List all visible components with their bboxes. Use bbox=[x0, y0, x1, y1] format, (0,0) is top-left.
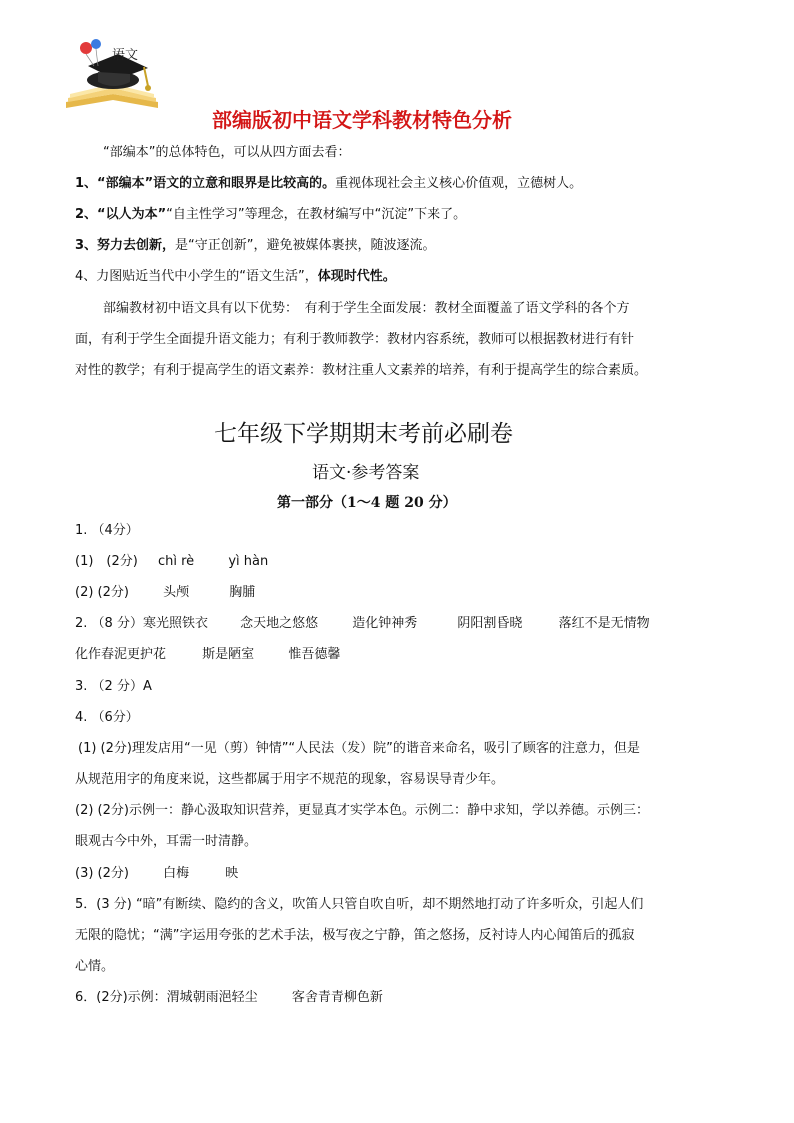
document-title: 部编版初中语文学科教材特色分析 bbox=[212, 108, 512, 132]
feature-3-bold: 3、努力去创新， bbox=[75, 238, 176, 253]
q2-line-2 bbox=[75, 645, 340, 665]
q4-part3-answer-a: 白梅 bbox=[163, 866, 190, 881]
answer-subtitle: 语文·参考答案 bbox=[312, 463, 420, 483]
q4-part2-line-2: 眼观古今中外，耳需一时清静。 bbox=[75, 834, 258, 849]
q2-line-1 bbox=[75, 614, 650, 634]
q4-part1-line-1: (1) (2分)理发店用“一见（剪）钟情”“人民法（发）院”的谐音来命名，吸引了顾客的注意力，但是 bbox=[78, 741, 640, 756]
q2-item: 化作春泥更护花 bbox=[75, 647, 167, 662]
q5-line-3: 心情。 bbox=[75, 959, 115, 974]
advantages-line-3: 对性的教学；有利于提高学生的语文素养：教材注重人文素养的培养，有利于提高学生的综合素质。 bbox=[75, 363, 648, 378]
q2-item: 阴阳割昏晓 bbox=[457, 616, 523, 631]
feature-1 bbox=[75, 174, 582, 194]
intro-text: “部编本”的总体特色，可以从四方面去看： bbox=[103, 145, 351, 160]
q4-part3-label: (3) (2分) bbox=[75, 866, 129, 881]
q1-sub1 bbox=[75, 552, 268, 572]
feature-3 bbox=[75, 236, 436, 256]
q4-part2-line-1: (2) (2分)示例一：静心汲取知识营养，更显真才实学本色。示例二：静中求知，学以养德。示例三： bbox=[75, 803, 649, 818]
q1-sub2-answer-a: 头颅 bbox=[163, 585, 190, 600]
feature-2-bold: 2、“以人为本” bbox=[75, 207, 167, 222]
q6-answer-b: 客舍青青柳色新 bbox=[291, 990, 383, 1005]
feature-4 bbox=[75, 267, 396, 287]
advantages-line-2: 面，有利于学生全面提升语文能力；有利于教师教学：教材内容系统，教师可以根据教材进行有针 bbox=[75, 332, 635, 347]
feature-1-bold: 1、“部编本”语文的立意和眼界是比较高的。 bbox=[75, 176, 336, 191]
feature-4-prefix: 4、力图贴近当代中小学生的“语文生活”， bbox=[75, 269, 318, 284]
q6-label: 6．(2分)示例：渭城朝雨浥轻尘 bbox=[75, 990, 258, 1005]
q4-part1-line-2: 从规范用字的角度来说，这些都属于用字不规范的现象，容易误导青少年。 bbox=[75, 772, 505, 787]
q4-label: 4. （6分） bbox=[75, 710, 139, 725]
exam-title: 七年级下学期期末考前必刷卷 bbox=[214, 421, 513, 447]
q6-answer bbox=[75, 988, 383, 1008]
q2-item: 斯是陋室 bbox=[202, 647, 255, 662]
logo-text: 语文 bbox=[112, 48, 139, 63]
q2-item: 落红不是无情物 bbox=[558, 616, 650, 631]
feature-3-rest: 是“守正创新”，避免被媒体裹挟，随波逐流。 bbox=[175, 238, 436, 253]
advantages-line-1: 部编教材初中语文具有以下优势： 有利于学生全面发展：教材全面覆盖了语文学科的各个方 bbox=[103, 301, 630, 316]
q1-sub1-label: (1) (2分) bbox=[75, 554, 138, 569]
q2-item: 造化钟神秀 bbox=[352, 616, 418, 631]
q2-item: 惟吾德馨 bbox=[288, 647, 341, 662]
q1-label: 1. （4分） bbox=[75, 523, 139, 538]
q1-sub2 bbox=[75, 583, 255, 603]
q4-part3 bbox=[75, 864, 238, 884]
feature-4-bold: 体现时代性。 bbox=[317, 269, 396, 284]
feature-2 bbox=[75, 205, 466, 225]
q2-label: 2. （8 分）寒光照铁衣 bbox=[75, 616, 208, 631]
q1-sub2-label: (2) (2分) bbox=[75, 585, 129, 600]
q1-sub1-answer-b: yì hàn bbox=[228, 554, 269, 569]
q4-part3-answer-b: 映 bbox=[225, 866, 239, 881]
q1-sub1-answer-a: chì rè bbox=[157, 554, 195, 569]
q5-line-2: 无限的隐忧；“满”字运用夸张的艺术手法，极写夜之宁静，笛之悠扬，反衬诗人内心闻笛后的孤寂 bbox=[75, 928, 635, 943]
q5-line-1: 5．(3 分) “暗”有断续、隐约的含义，吹笛人只管自吹自听，却不期然地打动了许多听众，引起人们 bbox=[75, 897, 644, 912]
q2-item: 念天地之悠悠 bbox=[240, 616, 319, 631]
feature-2-rest: “自主性学习”等理念，在教材编写中“沉淀”下来了。 bbox=[166, 207, 467, 222]
q1-sub2-answer-b: 胸脯 bbox=[229, 585, 256, 600]
feature-1-rest: 重视体现社会主义核心价值观，立德树人。 bbox=[335, 176, 583, 191]
part-title: 第一部分（1～4 题 20 分） bbox=[277, 495, 457, 511]
q3-answer: 3. （2 分）A bbox=[75, 679, 152, 694]
